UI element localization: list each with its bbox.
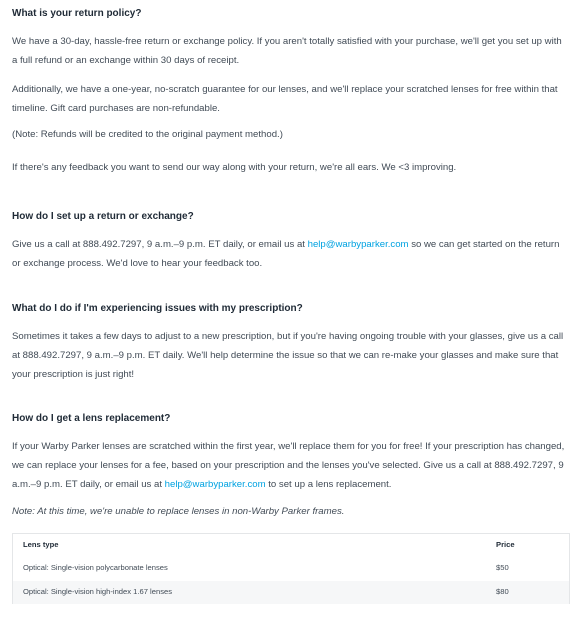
faq-question-return-policy: What is your return policy? xyxy=(12,8,142,19)
email-link[interactable]: help@warbyparker.com xyxy=(164,479,266,490)
lens-replacement-note: Note: At this time, we're unable to replace lenses in non-Warby Parker frames. xyxy=(12,506,345,517)
lens-type-cell: Optical: Single-vision high-index 1.67 lenses xyxy=(23,587,173,596)
setup-return-paragraph xyxy=(12,235,568,273)
setup-return-text-pre: Give us a call at 888.492.7297, 9 a.m.–9 p.m. ET daily, or email us at xyxy=(12,239,308,250)
column-header-lens-type: Lens type xyxy=(23,540,59,549)
setup-return-text-post: so we can get started on the return or exchange process. We'd love to hear your feedback too. xyxy=(12,239,560,269)
lens-replacement-text-post: to set up a lens replacement. xyxy=(265,479,392,490)
lens-type-cell: Optical: Single-vision polycarbonate lenses xyxy=(23,563,168,572)
lens-price-table xyxy=(12,533,570,604)
faq-question-lens-replacement: How do I get a lens replacement? xyxy=(12,413,171,424)
column-header-price: Price xyxy=(496,540,515,549)
table-row xyxy=(13,557,569,581)
return-policy-paragraph-1: We have a 30-day, hassle-free return or exchange policy. If you aren't totally satisfied with your purchase, we'll get you set up with a full refund or an exchange within 30 days of receipt. xyxy=(12,36,562,66)
price-cell: $80 xyxy=(496,587,509,596)
lens-replacement-text-pre: If your Warby Parker lenses are scratched within the first year, we'll replace them for you for free! If your prescription has changed, we can replace your lenses for a fee, based on your prescription and the lenses you've selected. Give us a call at 888.492.7297, 9 a.m.–9 p.m. ET daily, or email us at xyxy=(12,441,565,490)
faq-question-setup-return: How do I set up a return or exchange? xyxy=(12,211,194,222)
price-cell: $50 xyxy=(496,563,509,572)
faq-question-prescription: What do I do if I'm experiencing issues with my prescription? xyxy=(12,303,303,314)
return-policy-paragraph-2: Additionally, we have a one-year, no-scratch guarantee for our lenses, and we'll replace your scratched lenses for free within that timeline. Gift card purchases are non-refundable. xyxy=(12,84,558,114)
prescription-paragraph: Sometimes it takes a few days to adjust to a new prescription, but if you're having ongoing trouble with your glasses, give us a call at 888.492.7297, 9 a.m.–9 p.m. ET daily. We'll help determine the issue so that we can re-make your glasses and make sure that your prescription is just right! xyxy=(12,331,564,380)
lens-replacement-paragraph xyxy=(12,437,568,494)
table-row xyxy=(13,581,569,604)
return-policy-paragraph-3: (Note: Refunds will be credited to the original payment method.) xyxy=(12,129,283,140)
email-link[interactable]: help@warbyparker.com xyxy=(307,239,409,250)
return-policy-paragraph-4: If there's any feedback you want to send our way along with your return, we're all ears. We <3 improving. xyxy=(12,162,457,173)
table-header-row xyxy=(13,534,569,557)
